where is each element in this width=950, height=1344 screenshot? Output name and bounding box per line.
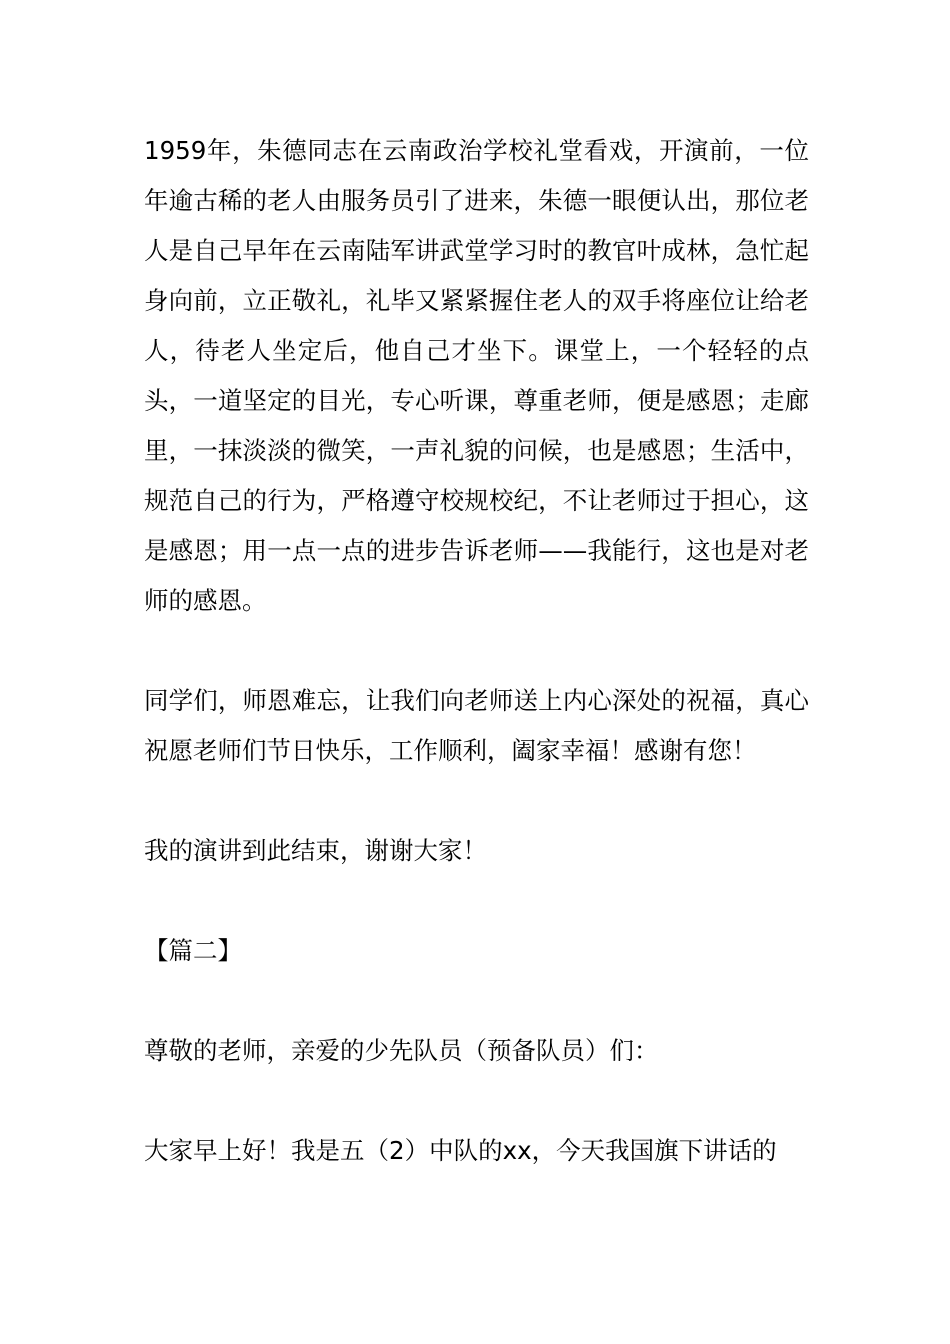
paragraph-zhu-de-story: 1959年，朱德同志在云南政治学校礼堂看戏，开演前，一位年逾古稀的老人由服务员引了进来，朱德一眼便认出，那位老人是自己早年在云南陆军讲武堂学习时的教官叶成林，急忙起身向前，立正敬礼，礼毕又紧紧握住老人的双手将座位让给老人，待老人坐定后，他自己才坐下。课堂上，一个轻轻的点头，一道坚定的目光，专心听课，尊重老师，便是感恩；走廊里，一抹淡淡的微笑，一声礼貌的问候，也是感恩；生活中，规范自己的行为，严格遵守校规校纪，不让老师过于担心，这是感恩；用一点一点的进步告诉老师——我能行，这也是对老师的感恩。 bbox=[144, 136, 809, 615]
paragraph-closing: 我的演讲到此结束，谢谢大家！ bbox=[144, 836, 487, 865]
paragraph-salutation: 尊敬的老师，亲爱的少先队员（预备队员）们： bbox=[144, 1036, 659, 1065]
section-heading-part-two: 【篇二】 bbox=[144, 936, 242, 965]
paragraph-blessing: 同学们，师恩难忘，让我们向老师送上内心深处的祝福，真心祝愿老师们节日快乐，工作顺利，阖家幸福！感谢有您！ bbox=[144, 686, 809, 765]
paragraph-opening: 大家早上好！我是五（2）中队的xx，今天我国旗下讲话的 bbox=[144, 1136, 777, 1165]
document-body bbox=[144, 126, 809, 1226]
